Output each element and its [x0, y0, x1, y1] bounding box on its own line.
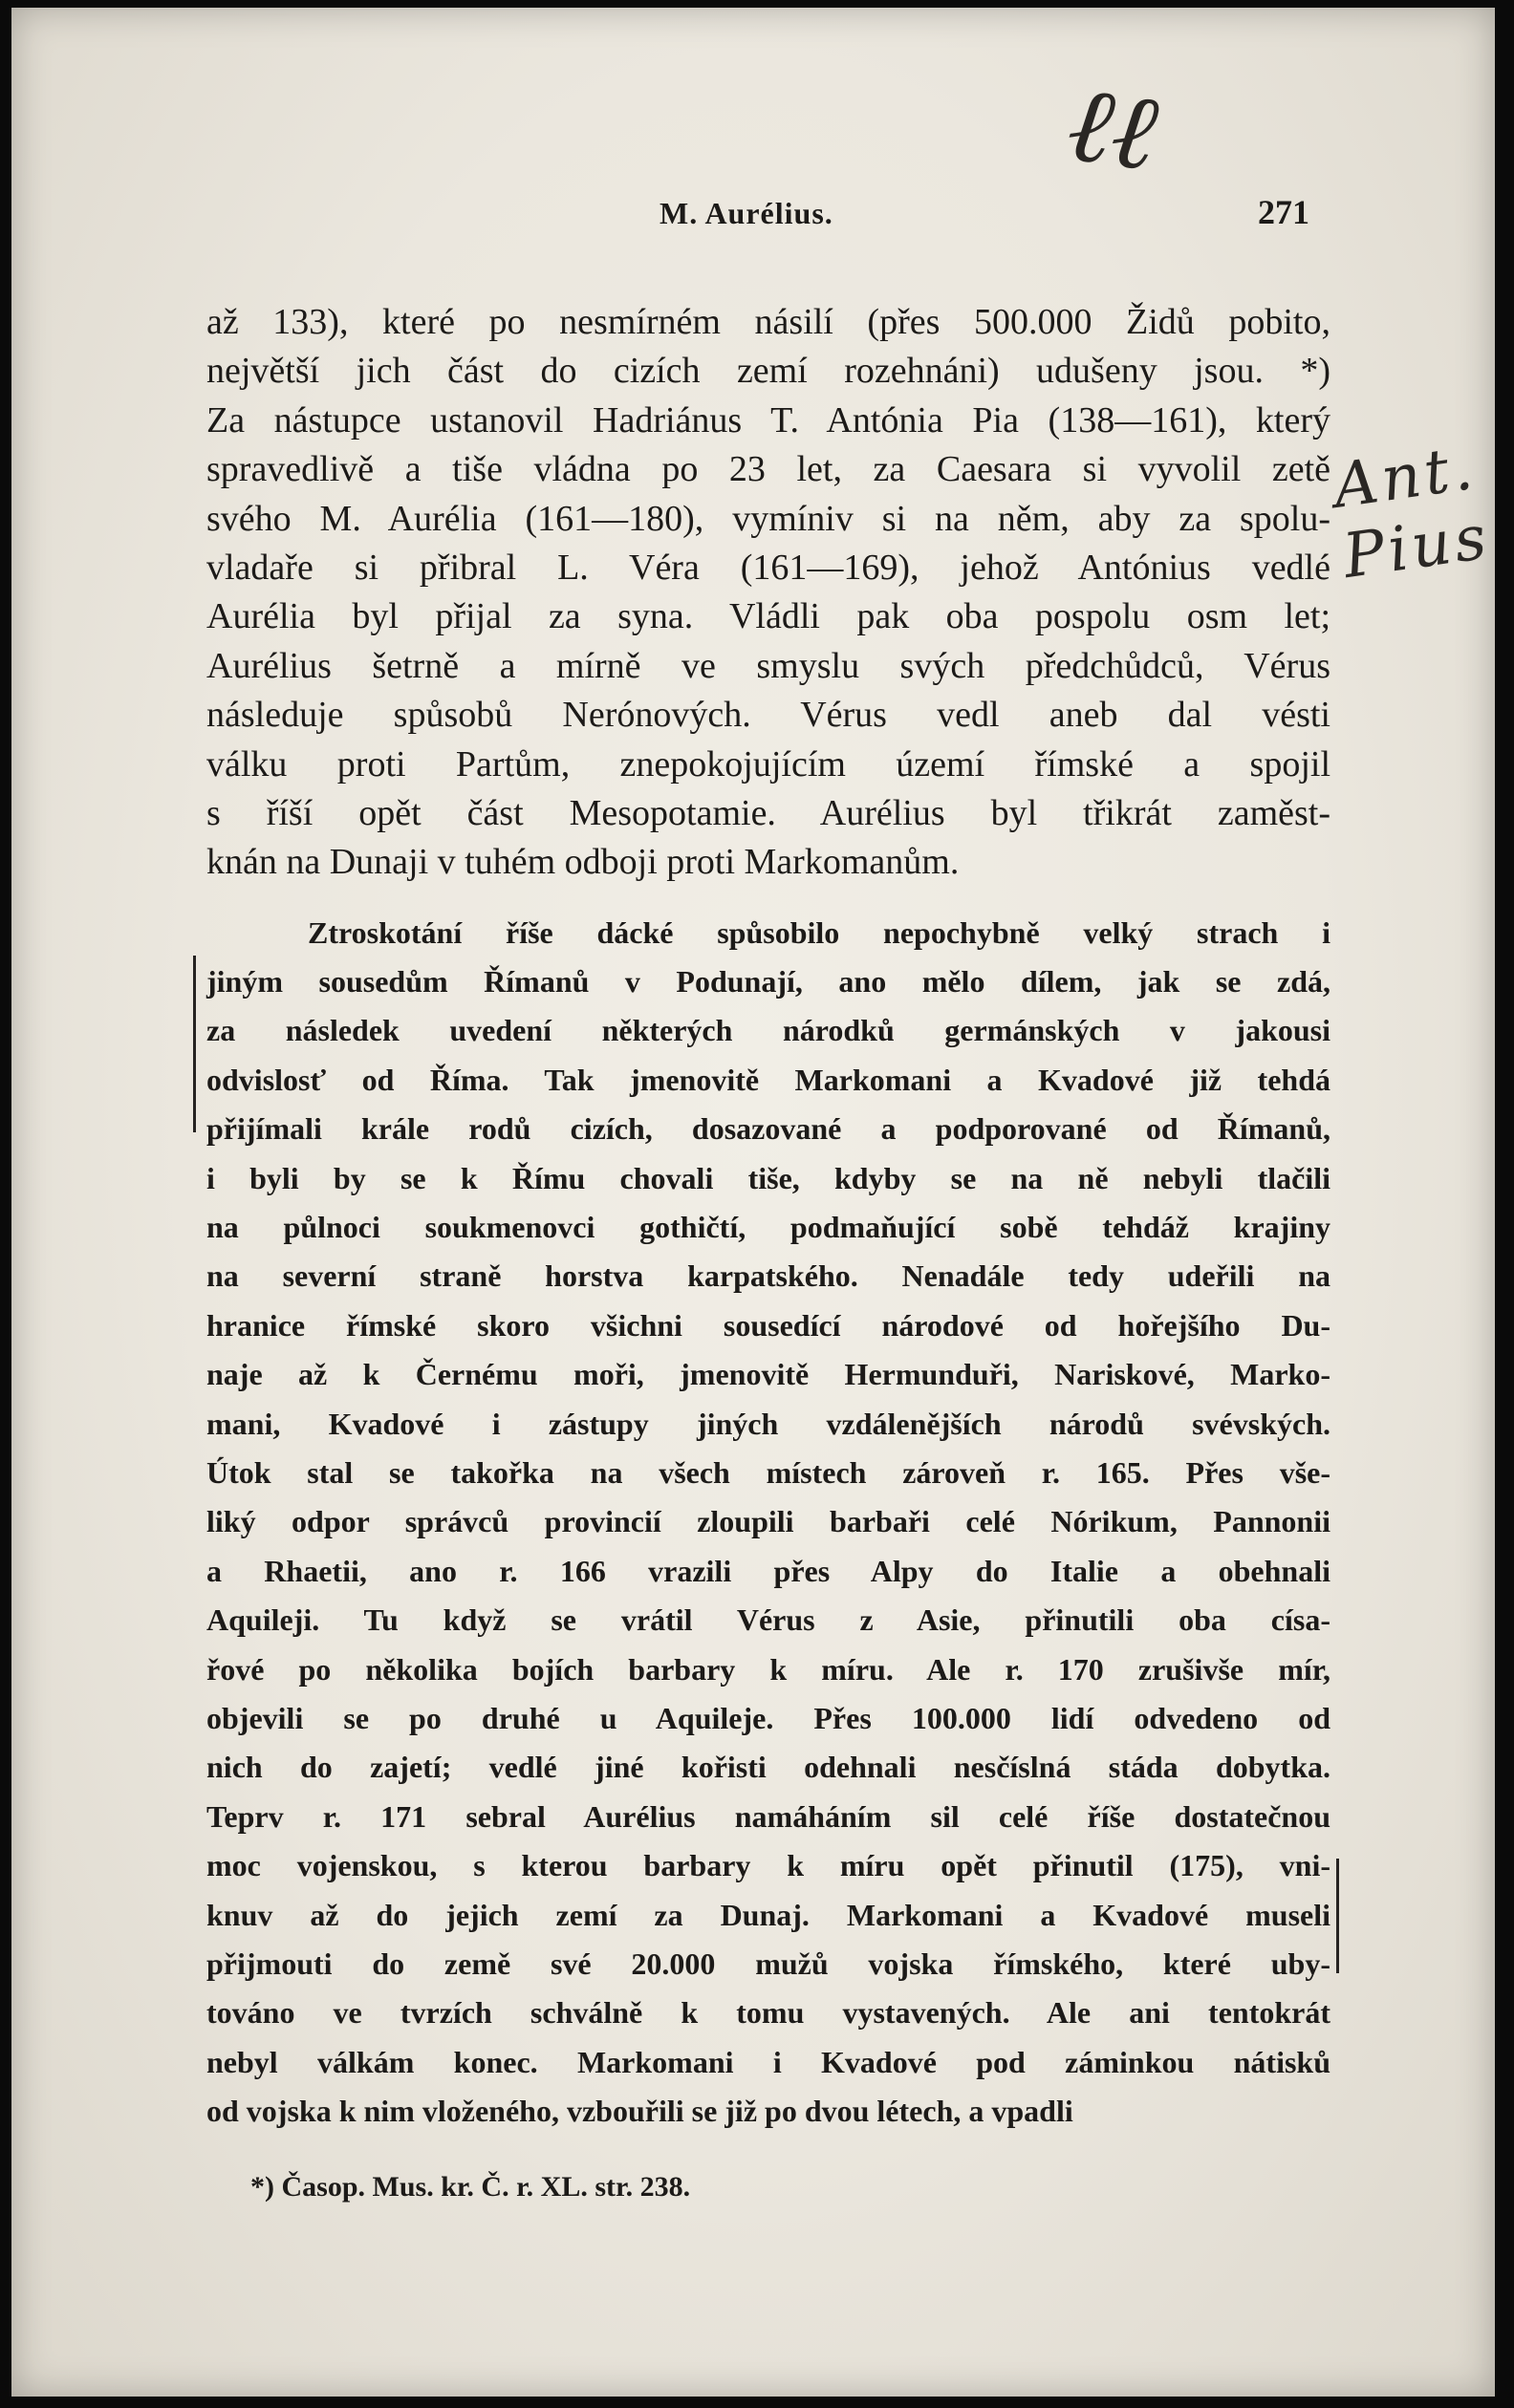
running-head [0, 193, 1514, 253]
text-line: od vojska k nim vloženého, vzbouřili se již po dvou létech, a vpadli [206, 2094, 1073, 2129]
margin-marker-right [1336, 1859, 1339, 1973]
text-line: naje až k Černému moři, jmenovitě Hermunduři, Nariskové, Marko- [206, 1357, 1330, 1392]
text-line: svého M. Aurélia (161—180), vymíniv si na něm, aby za spolu- [206, 498, 1330, 539]
text-line: s říší opět část Mesopotamie. Aurélius byl třikrát zaměst- [206, 792, 1330, 833]
paragraph-1 [206, 298, 1330, 888]
text-line: nebyl válkám konec. Markomani i Kvadové pod záminkou nátisků [206, 2044, 1330, 2079]
text-line: řové po několika bojích barbary k míru. Ale r. 170 zrušivše mír, [206, 1651, 1330, 1687]
text-line: za následek uvedení některých národků germánských v jakousi [206, 1013, 1330, 1048]
text-line: vladaře si přibral L. Véra (161—169), jehož Antónius vedlé [206, 547, 1330, 588]
text-line: spravedlivě a tiše vládna po 23 let, za Caesara si vyvolil zetě [206, 449, 1330, 490]
text-line: největší jich část do cizích zemí rozehnáni) udušeny jsou. *) [206, 351, 1330, 392]
text-line: knán na Dunaji v tuhém odboji proti Markomanům. [206, 842, 960, 883]
text-line: Za nástupce ustanovil Hadriánus T. Antónia Pia (138—161), který [206, 399, 1330, 441]
text-line: Aurélia byl přijal za syna. Vládli pak oba pospolu osm let; [206, 596, 1330, 637]
text-line: na severní straně horstva karpatského. Nenadále tedy udeřili na [206, 1258, 1330, 1294]
margin-marker-left [193, 956, 196, 1132]
text-line: odvislosť od Říma. Tak jmenovitě Markomani a Kvadové již tehdá [206, 1062, 1330, 1097]
page-number: 271 [1258, 193, 1309, 231]
handwritten-mark-top: ℓℓ [1060, 61, 1165, 195]
text-line: továno ve tvrzích schválně k tomu vystavených. Ale ani tentokrát [206, 1995, 1330, 2031]
text-line: Teprv r. 171 sebral Aurélius namáháním sil celé říše dostatečnou [206, 1798, 1330, 1834]
handwritten-margin-note: Ant. Pius [1329, 432, 1495, 593]
text-line: Aurélius šetrně a mírně ve smyslu svých předchůdců, Vérus [206, 645, 1330, 686]
text-line: nich do zajetí; vedlé jiné kořisti odehnali nesčíslná stáda dobytka. [206, 1750, 1330, 1785]
text-line: přijímali krále rodů cizích, dosazované a podporované od Římanů, [206, 1111, 1330, 1147]
text-line: hranice římské skoro všichni sousedící národové od hořejšího Du- [206, 1307, 1330, 1343]
text-line: a Rhaetii, ano r. 166 vrazili přes Alpy do Italie a obehnali [206, 1553, 1330, 1588]
text-line: následuje spůsobů Nerónových. Vérus vedl aneb dal vésti [206, 695, 1330, 736]
paragraph-2 [206, 909, 1330, 2137]
text-line: Aquileji. Tu když se vrátil Vérus z Asie, přinutili oba císa- [206, 1602, 1330, 1638]
running-head-title: M. Aurélius. [660, 196, 833, 230]
text-line: mani, Kvadové i zástupy jiných vzdálenějších národů svévských. [206, 1406, 1330, 1441]
text-line: i byli by se k Římu chovali tiše, kdyby se na ně nebyli tlačili [206, 1160, 1330, 1195]
text-line: Ztroskotání říše dácké spůsobilo nepochybně velký strach i [308, 914, 1330, 950]
text-line: až 133), které po nesmírném násilí (přes 500.000 Židů pobito, [206, 302, 1330, 342]
text-line: knuv až do jejich zemí za Dunaj. Markomani a Kvadové museli [206, 1897, 1330, 1932]
text-line: na půlnoci soukmenovci gothičtí, podmaňující sobě tehdáž krajiny [206, 1210, 1330, 1245]
text-line: Útok stal se takořka na všech místech zároveň r. 165. Přes vše- [206, 1454, 1330, 1490]
text-line: přijmouti do země své 20.000 mužů vojska římského, které uby- [206, 1946, 1330, 1981]
text-line: liký odpor správců provincií zloupili barbaři celé Nórikum, Pannonii [206, 1504, 1330, 1539]
text-line: objevili se po druhé u Aquileje. Přes 100.000 lidí odvedeno od [206, 1700, 1330, 1735]
text-line: válku proti Partům, znepokojujícím území římské a spojil [206, 743, 1330, 785]
text-line: moc vojenskou, s kterou barbary k míru opět přinutil (175), vni- [206, 1848, 1330, 1883]
body-text [206, 298, 1330, 2136]
text-line: jiným sousedům Římanů v Podunají, ano mělo dílem, jak se zdá, [206, 964, 1330, 1000]
footnote: *) Časop. Mus. kr. Č. r. XL. str. 238. [250, 2171, 691, 2203]
